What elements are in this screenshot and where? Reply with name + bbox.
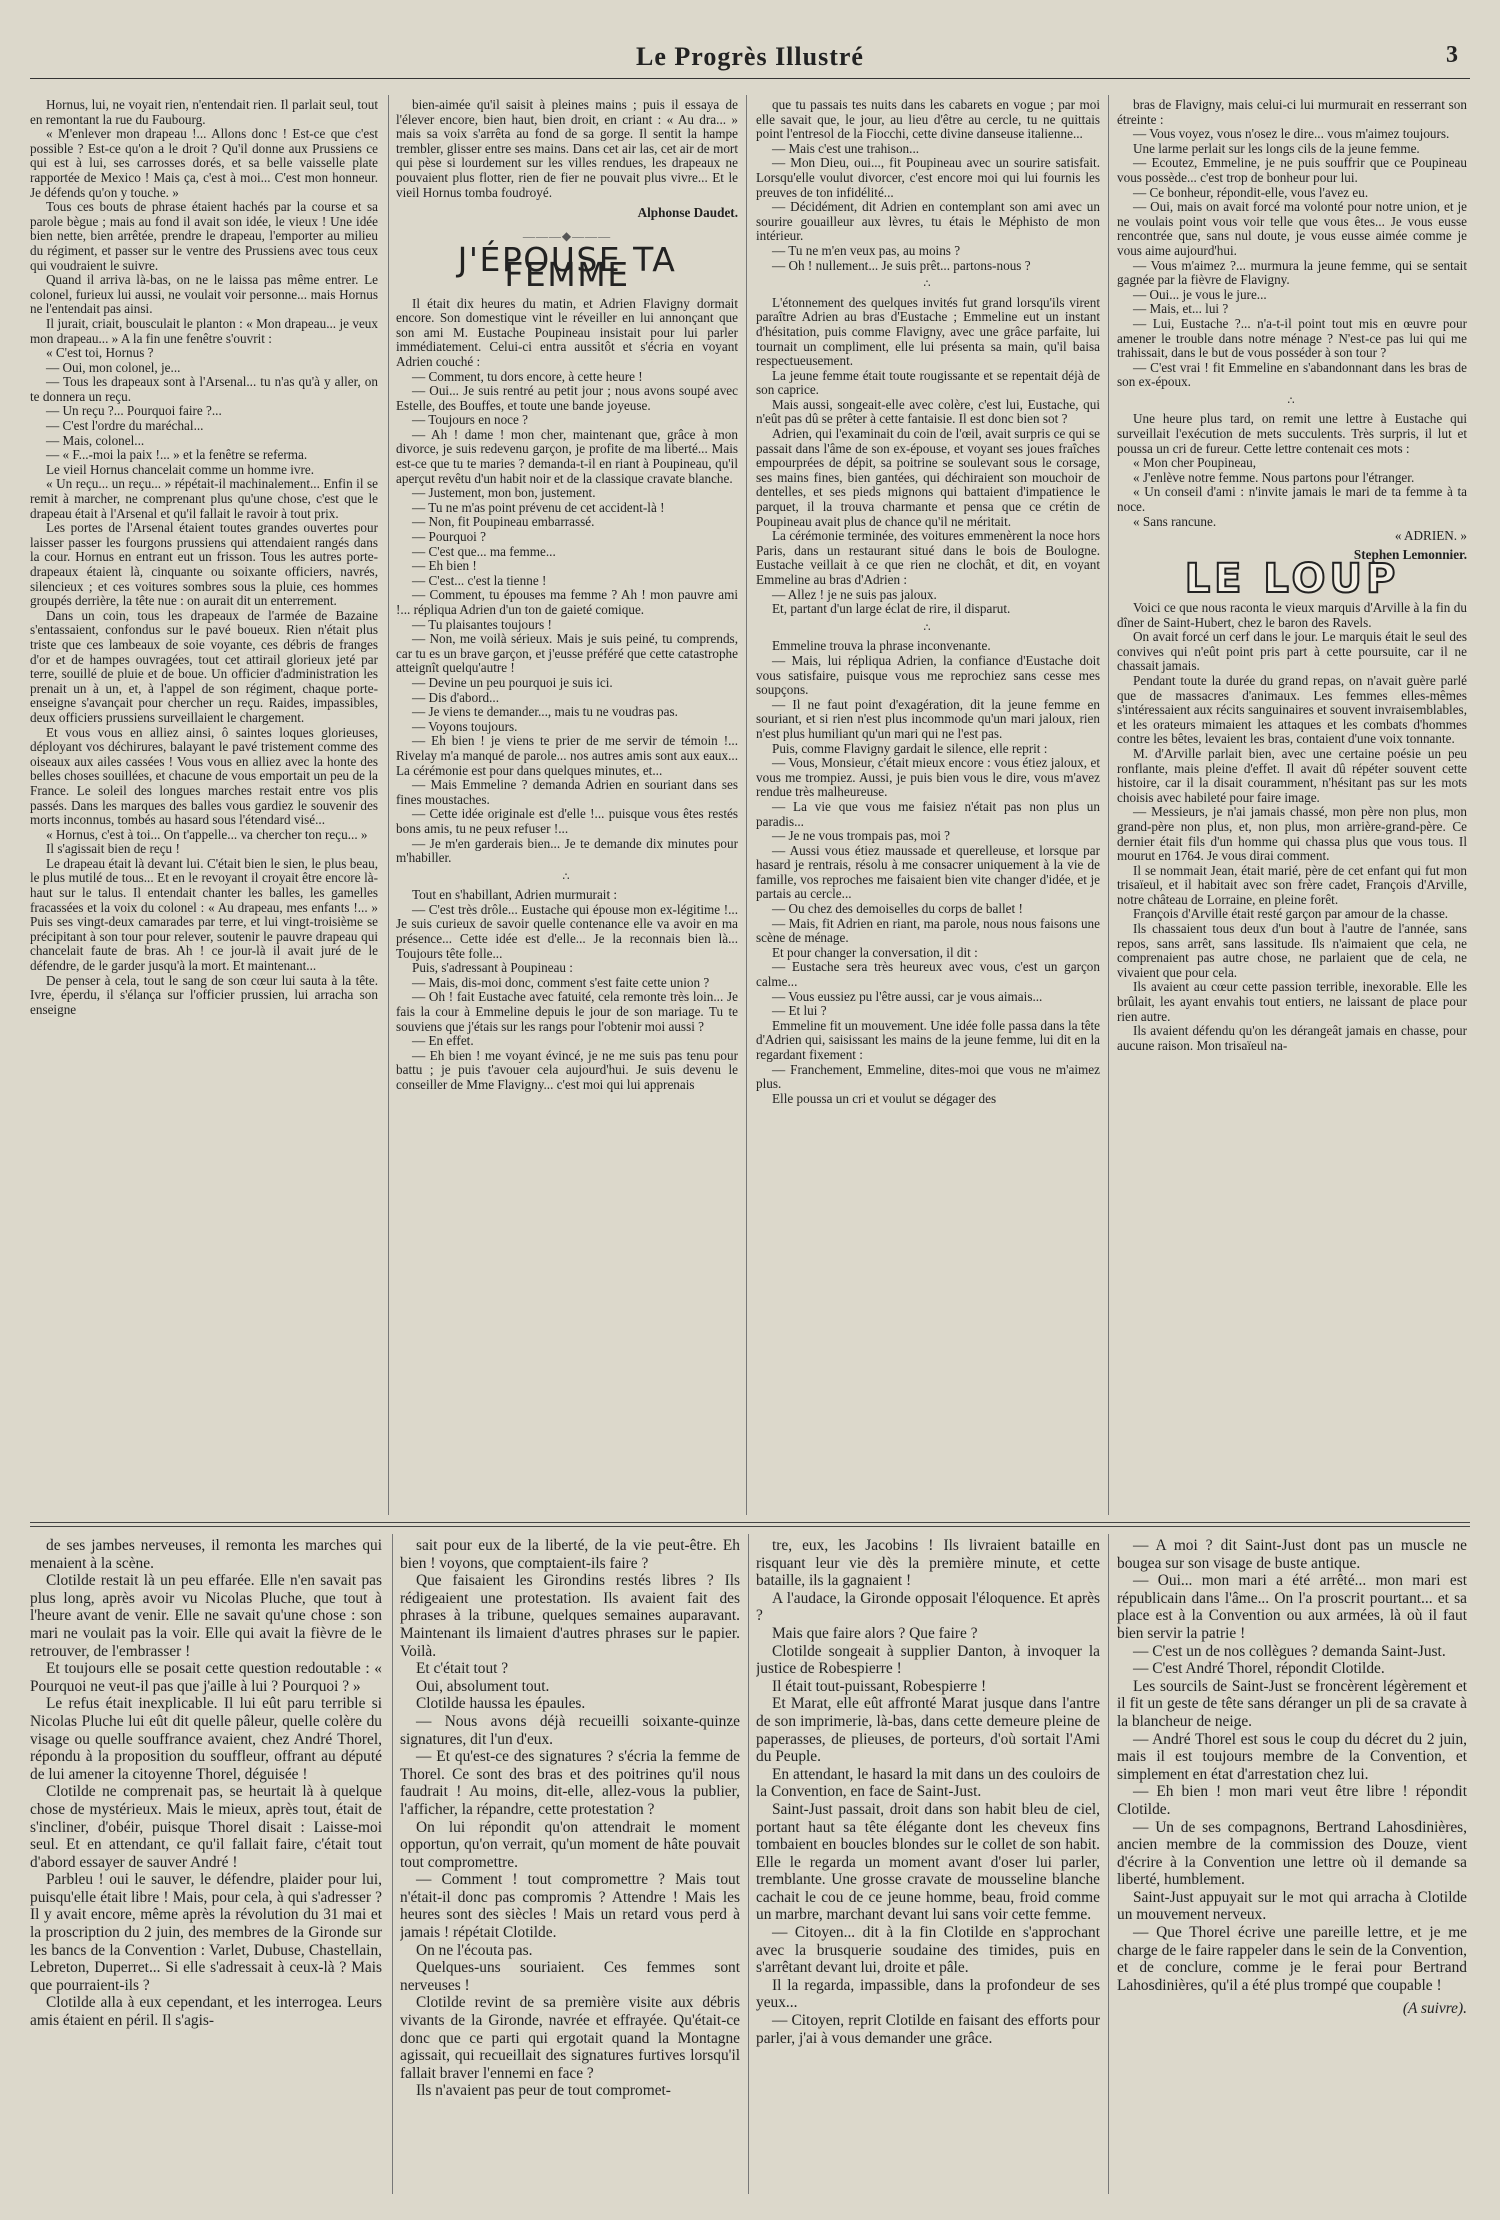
paragraph: Une larme perlait sur les longs cils de la jeune femme. [1133,140,1420,156]
paragraph: Et vous vous en alliez ainsi, ô saintes loques glorieuses, déployant vos déchirures, balayant le pavé tristement comme des oiseaux aux ailes cassées ! Vous vous en alliez avec la honte des belles choses souillées, et chacune de vous emportait un peu de la France. Le soleil des longues marches restait entre vos plis passés. Dans les marques des balles vous gardiez le souvenir des morts inconnus, tombés au hasard sous l'étendard visé... [30,724,378,828]
story-text [756,639,1100,1106]
page-number: 3 [1446,42,1458,68]
story-text [1117,412,1467,529]
story-title-epouse: J'ÉPOUSE TA FEMME [457,240,677,294]
paragraph: Que faisaient les Girondins restés libres ? Ils rédigeaient une protestation. Ils avaient fait des phrases à la tribune, quelques semaines auparavant. Maintenant ils limaient d'autres phrases sur le papier. Voilà. [400,1572,740,1660]
paragraph: — C'est... c'est la tienne ! [412,572,547,588]
paragraph: Ils n'avaient pas peur de tout compromet- [416,2082,671,2100]
paragraph: En attendant, le hasard la mit dans un des couloirs de la Convention, en face de Saint-Just. [756,1765,1100,1801]
paragraph: — A moi ? dit Saint-Just dont pas un muscle ne bougea sur son visage de buste antique. [1117,1537,1467,1572]
feuilleton-text [400,1537,740,2100]
paragraph: — Je viens te demander..., mais tu ne voudras pas. [412,704,678,720]
column-rule [746,95,747,1515]
feuilleton-column-1 [30,1537,382,2199]
paragraph: — Tu ne m'as point prévenu de cet accident-là ! [412,499,665,515]
feuilleton-text [30,1537,382,2030]
paragraph: — Vous m'aimez ?... murmura la jeune femme, qui se sentait gagnée par la fièvre de Flavigny. [1117,257,1467,288]
paragraph: Saint-Just appuyait sur le mot qui arracha à Clotilde un mouvement nerveux. [1117,1888,1467,1924]
paragraph: — Ecoutez, Emmeline, je ne puis souffrir que ce Poupineau vous possède... c'est trop de bonheur pour lui. [1117,155,1467,185]
paragraph: — Eh bien ! mon mari veut être libre ! répondit Clotilde. [1117,1783,1467,1818]
feuilleton-text [1117,1537,1467,1994]
paragraph: — Vous, Monsieur, c'était mieux encore : vous étiez jaloux, et vous me trompiez. Aussi, je puis bien vous le dire, vous m'avez rendue très malheureuse. [756,755,1100,800]
paragraph: — C'est l'ordre du maréchal... [46,418,204,434]
paragraph: — Décidément, dit Adrien en contemplant son ami avec un sourire gouailleur aux lèvres, tu étais le Méphisto de mon intérieur. [756,199,1100,244]
section-stars: ∴ [562,870,572,883]
column-rule [388,95,389,1515]
paragraph: Clotilde revint de sa première visite aux débris vivants de la Gironde, navrée et effrayée. Qu'était-ce donc que ce parti qui ergotait quand la Montagne agissait, qui recueillait des signatures furtives lorsqu'il fallait braver l'ennemi en face ? [400,1994,740,2082]
paragraph: « Mon cher Poupineau, [1133,455,1257,471]
paragraph: — Tu ne m'en veux pas, au moins ? [772,242,961,258]
paragraph: — Il ne faut point d'exagération, dit la jeune femme en souriant, et si rien n'est plus incommode qu'un mari jaloux, rien n'est plus humiliant qu'un mari qui ne l'est pas. [756,696,1100,741]
paragraph: Une heure plus tard, on remit une lettre à Eustache qui surveillait l'exécution de mets succulents. Très surpris, il lut et poussa un cri de fureur. Cette lettre contenait ces mots : [1117,411,1467,456]
paragraph: — Et qu'est-ce des signatures ? s'écria la femme de Thorel. Ce sont des bras et des poitrines qu'il nous faudrait ! Au moins, dit-elle, allez-vous la publier, l'afficher, la répandre, cette protestation ? [400,1748,740,1818]
paragraph: Mais aussi, songeait-elle avec colère, c'est lui, Eustache, qui n'eût pas dû se prêter à cette fantaisie. Il est donc bien sot ? [756,396,1100,427]
paragraph: Elle poussa un cri et voulut se dégager des [772,1090,997,1106]
paragraph: Les portes de l'Arsenal étaient toutes grandes ouvertes pour laisser passer les fourgons prussiens qui attendaient rangés dans la cour. Hornus en entrant eut un frisson. Tous les autres porte-drapeaux étaient là, cinquante ou soixante officiers, navrés, silencieux ; et ces voitures sombres sous la pluie, ces hommes groupés derrière, la tête nue : on aurait dit un enterrement. [30,520,378,609]
paragraph: Clotilde restait là un peu effarée. Elle n'en savait pas plus long, après avoir vu Nicolas Pluche, que tout à l'heure avant de venir. Elle ne savait qu'une chose : son mari ne voulait pas la voir. Elle qui avait la fièvre de le retrouver, de l'embrasser ! [30,1572,382,1660]
paragraph: Puis, s'adressant à Poupineau : [412,960,573,976]
paragraph: Clotilde ne comprenait pas, se heurtait là à quelque chose de mystérieux. Mais le mieux, après tout, était de s'incliner, d'obéir, puisque Thorel disait : Laisse-moi seul. Et en attendant, ce qu'il fallait faire, c'était tout d'abord essayer de sauver André ! [30,1783,382,1871]
paragraph: — Pourquoi ? [412,529,486,545]
paragraph: Ils chassaient tous deux d'un bout à l'autre de l'année, sans repos, sans arrêt, sans lassitude. Ils n'aimaient que cela, ne comprenaient pas autre chose, ne parlaient que de cela, ne vivaient que pour cela. [1117,921,1467,980]
paragraph: de ses jambes nerveuses, il remonta les marches qui menaient à la scène. [30,1537,382,1572]
paragraph: M. d'Arville parlait bien, avec une certaine poésie un peu ronflante, mais pleine d'effet. Il avait dû répéter souvent cette histoire, car il la disait couramment, n'hésitant pas sur les mots choisis avec habileté pour faire image. [1117,745,1467,805]
column-rule [392,1534,393,2194]
paragraph: Il la regarda, impassible, dans la profondeur de ses yeux... [756,1976,1100,2012]
paragraph: Clotilde songeait à supplier Danton, à invoquer la justice de Robespierre ! [756,1642,1100,1678]
paragraph: — Que Thorel écrive une pareille lettre, et je me charge de le faire rappeler dans le sein de la Convention, et de conclure, comme je le ferai pour Bertrand Lahosdinières, qu'il a été plus trompé que coupable ! [1117,1924,1467,1994]
paragraph: Et toujours elle se posait cette question redoutable : « Pourquoi ne veut-il pas que j'aille à lui ? Pourquoi ? » [30,1660,382,1695]
paragraph: La cérémonie terminée, des voitures emmenèrent la noce hors Paris, dans un restaurant situé dans le bois de Boulogne. Eustache veillait à ce que rien ne clochât, et dit, en voyant Emmeline au bras d'Adrien : [756,528,1100,587]
paragraph: Le drapeau était là devant lui. C'était bien le sien, le plus beau, le plus mutilé de tous... Et en le revoyant il croyait être encore là-haut sur le talus. Il entendait chanter les balles, les gamelles fracassées et la voix du colonel : « Au drapeau, mes enfants !... » Puis ses vingt-deux camarades par terre, et lui vingt-troisième se précipitant à son tour pour relever, soutenir le pauvre drapeau qui chancelait faute de bras. Ah ! ce jour-là il avait juré de le défendre, de le garder jusqu'à la mort. Et maintenant... [30,855,378,974]
column-rule [748,1534,749,2194]
paragraph: — Tu plaisantes toujours ! [412,616,552,632]
letter-signature: « ADRIEN. » [1394,528,1467,544]
paragraph: Et c'était tout ? [416,1660,509,1678]
story-text [756,296,1100,617]
paragraph: — Un de ses compagnons, Bertrand Lahosdinières, ancien membre de la commission des Douze, vient d'écrire à la Convention une lettre où il demande sa liberté, humblement. [1117,1818,1467,1889]
paragraph: A l'audace, la Gironde opposait l'éloquence. Et après ? [756,1589,1100,1625]
paragraph: Dans un coin, tous les drapeaux de l'armée de Bazaine s'entassaient, confondus sur le pavé boueux. Rien n'était plus triste que ces lambeaux de soie voyante, ces débris de franges d'or et de hampes ouvragées, tout cet attirail glorieux jeté par terre, souillé de pluie et de boue. Un officier d'administration les prenait un à un, et, à l'appel de son régiment, chaque porte-enseigne s'avançait pour chercher un reçu. Raides, impassibles, deux officiers prussiens surveillaient le chargement. [30,607,378,725]
paragraph: Clotilde alla à eux cependant, et les interrogea. Leurs amis étaient en péril. Il s'agis- [30,1994,382,2030]
daudet-continuation [396,98,738,200]
paragraph: — Dis d'abord... [412,689,499,705]
story-text [396,297,738,866]
to-be-continued: (A suivre). [1402,2000,1467,2018]
paragraph: — La vie que vous me faisiez n'était pas non plus un paradis... [756,798,1100,829]
paragraph: — En effet. [412,1033,474,1049]
paragraph: — Franchement, Emmeline, dites-moi que vous ne m'aimez plus. [756,1061,1100,1092]
paragraph: — Je m'en garderais bien... Je te demande dix minutes pour m'habiller. [396,835,738,866]
paragraph: Il se nommait Jean, était marié, père de cet enfant qui fut mon trisaïeul, et il habitait avec son frère cadet, François d'Arville, notre château de Lorraine, en pleine forêt. [1117,862,1467,907]
paragraph: Emmeline trouva la phrase inconvenante. [772,638,991,654]
column-rule [1108,95,1109,1515]
story-title-le-loup: LE LOUP [1184,556,1400,603]
paragraph: — Mais, et... lui ? [1133,301,1229,317]
paragraph: — Eh bien ! [412,558,477,574]
paragraph: — Mon Dieu, oui..., fit Poupineau avec un sourire satisfait. Lorsqu'elle voulut divorcer, c'est encore moi qui lui fournis les preuves de ton infidélité... [756,155,1100,200]
paragraph: — Citoyen, reprit Clotilde en faisant des efforts pour parler, j'ai à vous demander une grâce. [756,2012,1100,2047]
paragraph: — Ou chez des demoiselles du corps de ballet ! [772,901,1023,917]
paragraph: — C'est vrai ! fit Emmeline en s'abandonnant dans les bras de son ex-époux. [1117,359,1467,390]
paragraph: Il était dix heures du matin, et Adrien Flavigny dormait encore. Son domestique vint le réveiller en lui annonçant que son ami M. Eustache Poupineau insistait pour lui parler immédiatement. Celui-ci entra aussitôt et s'écria en voyant Adrien couché : [396,295,738,369]
paragraph: — Et lui ? [772,1003,827,1019]
paragraph: — Messieurs, je n'ai jamais chassé, mon père non plus, mon grand-père non plus, et, non plus, mon arrière-grand-père. Ce dernier était fils d'un homme qui chassa plus que vous tous. Il mourut en 1764. Je vous dirai comment. [1117,804,1467,864]
paragraph: « J'enlève notre femme. Nous partons pour l'étranger. [1133,469,1415,485]
paragraph: Pendant toute la durée du grand repas, on n'avait guère parlé que de massacres d'animaux. Les femmes elles-mêmes s'intéressaient aux récits sanguinaires et souvent invraisemblables, et les orateurs mimaient les attaques et les combats d'hommes contre les bêtes, levaient les bras, contaient d'une voix tonnante. [1117,672,1467,747]
paragraph: sait pour eux de la liberté, de la vie peut-être. Eh bien ! voyons, que comptaient-ils faire ? [400,1537,740,1572]
paragraph: — Non, me voilà sérieux. Mais je suis peiné, tu comprends, car tu es un brave garçon, et j'eusse préféré que cette catastrophe atteignît quelqu'autre ! [396,631,738,676]
paragraph: — Allez ! je ne suis pas jaloux. [772,586,937,602]
paragraph: — Devine un peu pourquoi je suis ici. [412,674,613,690]
author-signature-daudet: Alphonse Daudet. [637,205,738,221]
paragraph: — Cette idée originale est d'elle !... puisque vous êtes restés bons amis, tu ne peux refuser !... [396,806,738,836]
paragraph: — Oui... mon mari a été arrêté... mon mari est républicain dans l'âme... On l'a proscrit pourtant... et sa place est à la Convention ou aux armées, là où il faut bien servir la patrie ! [1117,1572,1467,1642]
paragraph: Et pour changer la conversation, il dit : [772,944,978,960]
paragraph: — « F...-moi la paix !... » et la fenêtre se referma. [46,447,308,463]
feuilleton-column-3 [756,1537,1100,2199]
column-4 [1117,98,1467,1516]
paragraph: Tous ces bouts de phrase étaient hachés par la course et sa parole bègue ; mais au fond il avait son idée, le vieux ! Une idée bien nette, bien arrêtée, prendre le drapeau, l'emporter au milieu du régiment, et passer sur le ventre des Prussiens avec tous ceux qui voudraient le suivre. [30,199,378,273]
paragraph: Hornus, lui, ne voyait rien, n'entendait rien. Il parlait seul, tout en remontant la rue du Faubourg. [30,98,378,127]
paragraph: — Eh bien ! me voyant évincé, je ne me suis pas tenu pour battu ; je puis t'avouer cela aujourd'hui. Je suis devenu le conseiller de Mme Flavigny... c'est moi qui lui apprenais [396,1047,738,1092]
column-2 [396,98,738,1516]
paragraph: Les sourcils de Saint-Just se froncèrent légèrement et il fit un geste de tête sans déranger un pli de sa cravate à la blancheur de neige. [1117,1677,1467,1730]
column-1-text [30,98,378,1017]
paragraph: Quand il arriva là-bas, on ne le laissa pas même entrer. Le colonel, furieux lui aussi, ne voulait voir personne... mais Hornus ne l'entendait pas ainsi. [30,272,378,317]
paragraph: Adrien, qui l'examinait du coin de l'œil, avait surpris ce qui se passait dans l'âme de son ex-épouse, et voyant ses joues fraîches empourprées de dépit, sa poitrine se soulevant sous le corsage, ses mains fines, bien gantées, qui déchiraient son mouchoir de dentelles, et ses pieds mignons qui battaient d'impatience le parquet, il la trouva charmante et pensa que ce crétin de Poupineau avait plus de chance qu'il ne méritait. [756,426,1100,529]
feuilleton-column-2 [400,1537,740,2199]
paragraph: Le refus était inexplicable. Il lui eût paru terrible si Nicolas Pluche lui eût dit quelle pâleur, quelle colère du visage ou quelle souffrance avaient, chez André Thorel, répondu à la proposition du souffleur, offrant au député de lui amener la citoyenne Thorel, déguisée ! [30,1695,382,1783]
paragraph: — Mais c'est une trahison... [772,140,920,156]
feuilleton-column-4 [1117,1537,1467,2199]
paragraph: — Mais, fit Adrien en riant, ma parole, nous nous faisons une scène de ménage. [756,915,1100,946]
paragraph: François d'Arville était resté garçon par amour de la chasse. [1133,906,1449,922]
paragraph: — Comment, tu épouses ma femme ? Ah ! mon pauvre ami !... répliqua Adrien d'un ton de gaieté comique. [396,587,738,617]
paragraph: que tu passais tes nuits dans les cabarets en vogue ; par moi elle savait que, le jour, au lieu d'être au cercle, tu ne quittais point l'entresol de la Fiocchi, cette divine danseuse italienne... [756,98,1100,142]
paragraph: On avait forcé un cerf dans le jour. Le marquis était le seul des convives qui n'eût point pris part à cette poursuite, car il ne chassait jamais. [1117,629,1467,674]
section-divider-rule [30,1522,1470,1527]
author-signature-lemonnier: Stephen Lemonnier. [1353,546,1467,562]
paragraph: L'étonnement des quelques invités fut grand lorsqu'ils virent paraître Adrien au bras d'Eustache ; Emmeline eut un instant d'hésitation, puis comme Flavigny, avec une grâce parfaite, lui tournait un compliment, elle lui présenta sa main, qu'il baisa respectueusement. [756,294,1100,369]
paragraph: — Mais, lui répliqua Adrien, la confiance d'Eustache doit vous satisfaire, puisque vous me reprochiez sans cesse mes soupçons. [756,652,1100,698]
paragraph: — Comment, tu dors encore, à cette heure ! [412,368,643,384]
paragraph: — Oh ! fait Eustache avec fatuité, cela remonte très loin... Je fais la cour à Emmeline depuis le jour de son mariage. Tu te souviens que j'étais sur les rangs pour l'obtenir moi aussi ? [396,989,738,1034]
masthead [30,38,1470,79]
story-text [396,888,738,1092]
paragraph: — Lui, Eustache ?... n'a-t-il point tout mis en œuvre pour amener le trouble dans notre ménage ? N'est-ce pas lui qui me trahissait, dans le but de vous posséder à son tour ? [1117,315,1467,361]
paragraph: Et Marat, elle eût affronté Marat jusque dans l'antre de son imprimerie, là-bas, dans cette demeure pleine de paperasses, de plieuses, de porteurs, d'où sortait l'Ami du Peuple. [756,1695,1100,1766]
paragraph: « Un reçu... un reçu... » répétait-il machinalement... Enfin il se remit à marcher, ne comprenant plus qu'une chose, c'est que le drapeau était à l'Arsenal et qu'il fallait le ravoir à tout prix. [30,476,378,521]
paragraph: — Vous eussiez pu l'être aussi, car je vous aimais... [772,988,1043,1004]
paragraph: Puis, comme Flavigny gardait le silence, elle reprit : [772,740,1048,756]
paragraph: — Ah ! dame ! mon cher, maintenant que, grâce à mon divorce, je suis redevenu garçon, je profite de ma liberté... Mais est-ce que tu te maries ? demanda-t-il en riant à Poupineau, qu'il aperçut revêtu d'un habit noir et de la classique cravate blanche. [396,426,738,486]
paragraph: Et, partant d'un large éclat de rire, il disparut. [772,601,1011,617]
paragraph: « C'est toi, Hornus ? [46,345,154,361]
paragraph: — Mais, dis-moi donc, comment s'est faite cette union ? [412,974,710,990]
paragraph: Voici ce que nous raconta le vieux marquis d'Arville à la fin du dîner de Saint-Hubert, chez le baron des Ravels. [1117,600,1467,630]
paragraph: Parbleu ! oui le sauver, le défendre, plaider pour lui, puisqu'elle était libre ! Mais, pour cela, à qui s'adresser ? Il y avait encore, même après la révolution du 31 mai et la proscription du 2 juin, des membres de la Gironde sur les bancs de la Convention : Varlet, Dubuse, Chastellain, Lebreton, Duperret... Si elle s'adressait à ceux-là ? Mais que pourraient-ils ? [30,1871,382,1994]
paragraph: Oui, absolument tout. [416,1677,550,1695]
paragraph: « Sans rancune. [1133,513,1217,529]
paragraph: Le vieil Hornus chancelait comme un homme ivre. [46,461,315,477]
paragraph: On lui répondit qu'on attendrait le moment opportun, qu'on verrait, qu'un moment de hâte pouvait tout compromettre. [400,1818,740,1871]
paragraph: — Je ne vous trompais pas, moi ? [772,828,951,844]
paragraph: — Aussi vous étiez maussade et querelleuse, et lorsque par hasard je rentrais, résolu à me consacrer uniquement à la vie de famille, vos reproches me faisaient bien vite changer d'idée, et je partais au cercle... [756,842,1100,902]
paragraph: Mais que faire alors ? Que faire ? [772,1624,978,1642]
paragraph: bras de Flavigny, mais celui-ci lui murmurait en resserrant son étreinte : [1117,98,1467,127]
paragraph: Ils avaient au cœur cette passion terrible, inexorable. Elle les brûlait, les ayant envahis tout entiers, ne laissant de place pour rien autre. [1117,979,1467,1024]
section-stars: ∴ [923,278,933,291]
paragraph: — Oui... Je suis rentré au petit jour ; nous avons soupé avec Estelle, des Bouffes, et toute une bande joyeuse. [396,383,738,413]
paragraph: Ils avaient défendu qu'on les dérangeât jamais en chasse, pour aucune raison. Mon trisaïeul na- [1117,1023,1467,1053]
paragraph: « M'enlever mon drapeau !... Allons donc ! Est-ce que c'est possible ? Est-ce qu'on a le droit ? Qu'il donne aux Prussiens ce qui est à lui, ses carrosses dorés, et sa belle vaisselle plate rapportée de Mexico ! Mais ça, c'est à moi... C'est mon honneur. Je défends qu'on y touche. » [30,126,378,200]
column-3 [756,98,1100,1516]
newspaper-title: Le Progrès Illustré [636,42,864,71]
story-text [1117,601,1467,1053]
paragraph: — Mais Emmeline ? demanda Adrien en souriant dans ses fines moustaches. [396,777,738,807]
paragraph: — C'est que... ma femme... [412,543,556,559]
paragraph: bien-aimée qu'il saisit à pleines mains ; puis il essaya de l'élever encore, bien haut, bien droit, en criant : « Au dra... » mais sa voix s'arrêta au fond de sa gorge. Il sentit la hampe trembler, glisser entre ses mains. Dans cet air las, cet air de mort qui pèse si lourdement sur les villes rendues, les drapeaux ne pouvaient plus flotter, rien de fier ne pouvait plus vivre... Et le vieil Hornus tomba foudroyé. [396,98,738,200]
paragraph: Clotilde haussa les épaules. [416,1695,586,1713]
column-rule [1108,1534,1109,2194]
paragraph: — Nous avons déjà recueilli soixante-quinze signatures, dit l'un d'eux. [400,1712,740,1748]
section-stars: ∴ [923,621,933,634]
feuilleton-text [756,1537,1100,2047]
paragraph: Il s'agissait bien de reçu ! [46,841,180,857]
paragraph: — Mais, colonel... [46,432,145,448]
paragraph: tre, eux, les Jacobins ! Ils livraient bataille en risquant leur vie dès la première minute, et cette bataille, ils la gagnaient ! [756,1537,1100,1590]
paragraph: La jeune femme était toute rougissante et se repentait déjà de son caprice. [756,367,1100,398]
paragraph: « Un conseil d'ami : n'invite jamais le mari de ta femme à ta noce. [1117,484,1467,515]
paragraph: On ne l'écouta pas. [416,1941,533,1959]
paragraph: — Citoyen... dit à la fin Clotilde en s'approchant avec la brusquerie soudaine des timides, puis en s'arrêtant devant lui, droite et pâle. [756,1924,1100,1977]
paragraph: — C'est André Thorel, répondit Clotilde. [1133,1660,1385,1678]
paragraph: Quelques-uns souriaient. Ces femmes sont nerveuses ! [400,1959,740,1994]
paragraph: Saint-Just passait, droit dans son habit bleu de ciel, portant haut sa tête élégante dont les cheveux fins tombaient en boucles blondes sur le collet de son habit. Elle le regarda un moment avant d'oser lui parler, tremblante. Une grosse cravate de mousseline blanche cachait le cou de ce jeune homme, beau, froid comme un marbre, marchant devant lui sans voir cette femme. [756,1800,1100,1924]
paragraph: — C'est un de nos collègues ? demanda Saint-Just. [1133,1642,1446,1660]
paragraph: — Eh bien ! je viens te prier de me servir de témoin !... Rivelay m'a manqué de parole... nos autres amis sont aux eaux... La cérémonie est pour dans quelques minutes, et... [396,733,738,778]
paragraph: — Toujours en noce ? [412,412,529,428]
paragraph: — Eustache sera très heureux avec vous, c'est un garçon calme... [756,959,1100,990]
paragraph: Il jurait, criait, bousculait le planton : « Mon drapeau... je veux mon drapeau... » A la fin une fenêtre s'ouvrit : [30,315,378,346]
paragraph: — André Thorel est sous le coup du décret du 2 juin, mais il est toujours membre de la Convention, et simplement en état d'arrestation chez lui. [1117,1730,1467,1783]
paragraph: — Non, fit Poupineau embarrassé. [412,514,595,530]
paragraph: Emmeline fit un mouvement. Une idée folle passa dans la tête d'Adrien qui, saisissant les mains de la jeune femme, lui dit en la regardant fixement : [756,1017,1100,1062]
paragraph: — Un reçu ?... Pourquoi faire ?... [46,403,222,419]
paragraph: Tout en s'habillant, Adrien murmurait : [412,887,618,903]
story-text [1117,98,1467,390]
paragraph: — Comment ! tout compromettre ? Mais tout n'était-il donc pas compromis ? Attendre ! Mais les heures sont des siècles ! Mais un retard vous perd à jamais ! répétait Clotilde. [400,1871,740,1942]
section-separator: ———◆——— [522,228,612,243]
paragraph: — Vous voyez, vous n'osez le dire... vous m'aimez toujours. [1133,126,1450,142]
paragraph: — Oui, mais on avait forcé ma volonté pour notre union, et je ne voulais point vous voir telle que vous êtes... Je vous eusse rencontrée que, sans nul doute, je vous eusse aimée comme je vous aime aujourd'hui. [1117,199,1467,258]
column-1 [30,98,378,1516]
paragraph: — Justement, mon bon, justement. [412,485,596,501]
paragraph: De penser à cela, tout le sang de son cœur lui sauta à la tête. Ivre, éperdu, il s'élança sur l'officier prussien, lui arracha son enseigne [30,972,378,1017]
paragraph: « Hornus, c'est à toi... On t'appelle... va chercher ton reçu... » [46,826,368,842]
paragraph: — C'est très drôle... Eustache qui épouse mon ex-légitime !... Je suis curieux de savoir quelle contenance elle va avoir en ma présence... Cette idée est d'elle... Je la reconnais bien là... Toujours tête folle... [396,901,738,961]
paragraph: — Voyons toujours. [412,718,518,734]
paragraph: — Ce bonheur, répondit-elle, vous l'avez eu. [1133,184,1369,200]
paragraph: — Oui, mon colonel, je... [46,359,181,375]
paragraph: — Oh ! nullement... Je suis prêt... partons-nous ? [772,257,1031,273]
paragraph: — Oui... je vous le jure... [1133,286,1267,302]
paragraph: — Tous les drapeaux sont à l'Arsenal... tu n'as qu'à y aller, on te donnera un reçu. [30,374,378,404]
story-text [756,98,1100,273]
section-stars: ∴ [1287,394,1297,407]
paragraph: Il était tout-puissant, Robespierre ! [772,1677,987,1695]
